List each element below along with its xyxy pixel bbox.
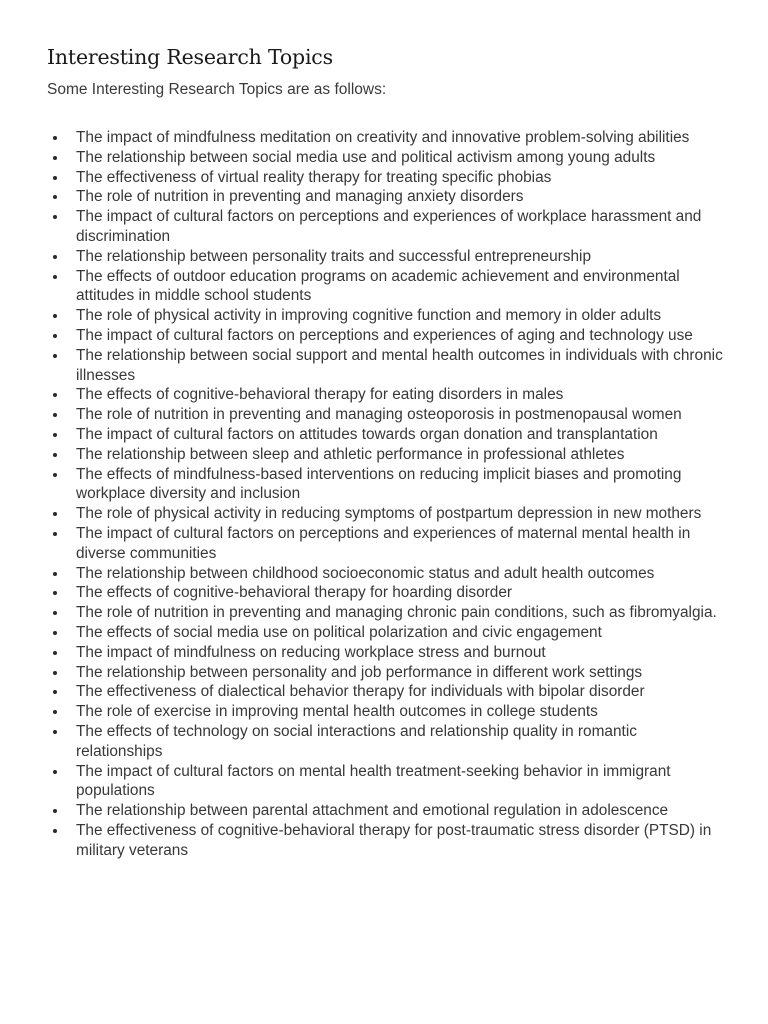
- bullet-icon: [53, 453, 57, 457]
- list-item-text: The impact of cultural factors on perceptions and experiences of workplace harassment and discrimination: [76, 208, 702, 245]
- page-title: Interesting Research Topics: [47, 45, 333, 69]
- list-item-text: The impact of mindfulness on reducing workplace stress and burnout: [76, 643, 546, 661]
- list-item: [47, 722, 727, 762]
- bullet-icon: [53, 730, 57, 734]
- bullet-icon: [53, 710, 57, 714]
- list-item: [47, 762, 727, 802]
- list-item-text: The effects of outdoor education programs on academic achievement and environmental attitudes in middle school students: [76, 267, 680, 305]
- bullet-icon: [53, 176, 57, 180]
- bullet-icon: [53, 215, 57, 219]
- list-item: [47, 385, 727, 405]
- list-item: [47, 128, 727, 148]
- list-item: [47, 702, 727, 722]
- list-item: [47, 603, 727, 623]
- bullet-icon: [53, 690, 57, 694]
- list-item: [47, 821, 727, 861]
- list-item-text: The relationship between social media use and political activism among young adults: [76, 148, 656, 166]
- list-item: [47, 267, 727, 307]
- list-item: [47, 187, 727, 207]
- list-item-text: The effectiveness of virtual reality therapy for treating specific phobias: [76, 168, 552, 186]
- list-item: [47, 801, 727, 821]
- list-item: [47, 425, 727, 445]
- bullet-icon: [53, 572, 57, 576]
- list-item: [47, 247, 727, 267]
- bullet-icon: [53, 532, 57, 536]
- list-item: [47, 583, 727, 603]
- list-item-text: The role of exercise in improving mental health outcomes in college students: [76, 703, 598, 721]
- list-item-text: The relationship between sleep and athletic performance in professional athletes: [76, 445, 625, 463]
- list-item-text: The relationship between personality traits and successful entrepreneurship: [76, 247, 592, 265]
- list-item-text: The effectiveness of cognitive-behavioral therapy for post-traumatic stress disorder (PTSD) in military veterans: [76, 821, 712, 859]
- list-item-text: The relationship between personality and job performance in different work settings: [76, 663, 643, 681]
- list-item-text: The effects of mindfulness-based interventions on reducing implicit biases and promoting workplace diversity and inclusion: [76, 465, 682, 503]
- list-item: [47, 643, 727, 663]
- list-item-text: The impact of cultural factors on attitudes towards organ donation and transplantation: [76, 425, 658, 443]
- bullet-icon: [53, 413, 57, 417]
- list-item-text: The role of nutrition in preventing and managing osteoporosis in postmenopausal women: [76, 406, 682, 424]
- list-item: [47, 326, 727, 346]
- list-item-text: The effects of cognitive-behavioral therapy for hoarding disorder: [76, 584, 513, 602]
- list-item-text: The impact of cultural factors on perceptions and experiences of maternal mental health in diverse communities: [76, 524, 691, 562]
- list-item-text: The role of physical activity in improving cognitive function and memory in older adults: [76, 307, 662, 325]
- list-item: [47, 207, 727, 247]
- list-item-text: The role of physical activity in reducing symptoms of postpartum depression in new mothers: [76, 505, 702, 523]
- bullet-icon: [53, 512, 57, 516]
- list-item: [47, 623, 727, 643]
- bullet-icon: [53, 671, 57, 675]
- bullet-icon: [53, 770, 57, 774]
- bullet-icon: [53, 136, 57, 140]
- bullet-icon: [53, 275, 57, 279]
- list-item-text: The effects of social media use on political polarization and civic engagement: [76, 623, 602, 641]
- bullet-icon: [53, 314, 57, 318]
- topic-list: [47, 128, 727, 860]
- list-item-text: The impact of mindfulness meditation on creativity and innovative problem-solving abilities: [76, 129, 690, 146]
- list-item: [47, 663, 727, 683]
- bullet-icon: [53, 393, 57, 397]
- list-item: [47, 682, 727, 702]
- list-item: [47, 465, 727, 505]
- bullet-icon: [53, 809, 57, 813]
- list-item: [47, 168, 727, 188]
- list-item-text: The role of nutrition in preventing and managing chronic pain conditions, such as fibromyalgia.: [76, 604, 717, 622]
- list-item-text: The relationship between childhood socioeconomic status and adult health outcomes: [76, 564, 655, 582]
- list-item: [47, 445, 727, 465]
- bullet-icon: [53, 829, 57, 833]
- bullet-icon: [53, 195, 57, 199]
- list-item-text: The effectiveness of dialectical behavior therapy for individuals with bipolar disorder: [76, 683, 645, 701]
- list-item-text: The relationship between parental attachment and emotional regulation in adolescence: [76, 802, 669, 820]
- list-item-text: The impact of cultural factors on perceptions and experiences of aging and technology use: [76, 326, 693, 344]
- list-item: [47, 564, 727, 584]
- list-item: [47, 524, 727, 564]
- bullet-icon: [53, 156, 57, 160]
- list-item: [47, 148, 727, 168]
- bullet-icon: [53, 334, 57, 338]
- list-item: [47, 306, 727, 326]
- list-item-text: The relationship between social support and mental health outcomes in individuals with chronic illnesses: [76, 346, 723, 384]
- bullet-icon: [53, 591, 57, 595]
- bullet-icon: [53, 631, 57, 635]
- list-item-text: The effects of technology on social interactions and relationship quality in romantic relationships: [76, 722, 637, 760]
- list-item: [47, 504, 727, 524]
- bullet-icon: [53, 255, 57, 259]
- list-item-text: The impact of cultural factors on mental health treatment-seeking behavior in immigrant populations: [76, 762, 671, 800]
- bullet-icon: [53, 354, 57, 358]
- list-item: [47, 405, 727, 425]
- bullet-icon: [53, 433, 57, 437]
- intro-text: Some Interesting Research Topics are as follows:: [47, 81, 387, 98]
- bullet-icon: [53, 473, 57, 477]
- list-item-text: The role of nutrition in preventing and managing anxiety disorders: [76, 188, 524, 206]
- bullet-icon: [53, 611, 57, 615]
- bullet-icon: [53, 651, 57, 655]
- document-page: [47, 44, 727, 860]
- list-item-text: The effects of cognitive-behavioral therapy for eating disorders in males: [76, 386, 564, 404]
- list-item: [47, 346, 727, 386]
